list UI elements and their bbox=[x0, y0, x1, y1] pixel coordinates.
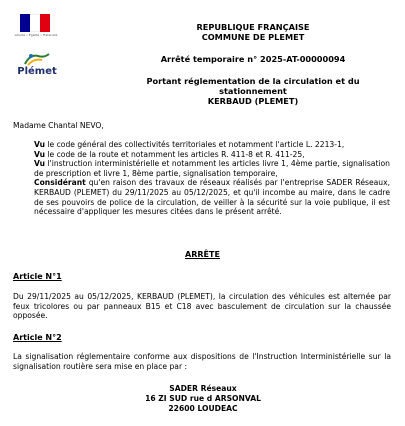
article-2-title: Article N°2 bbox=[13, 333, 62, 342]
republique-francaise-logo bbox=[14, 14, 58, 46]
visa-item bbox=[34, 140, 390, 150]
contractor-city: 22600 LOUDEAC bbox=[168, 404, 238, 413]
visa-keyword: Considérant bbox=[34, 178, 86, 188]
visa-keyword: Vu bbox=[34, 149, 46, 159]
visa-text: le code de la route et notamment les articles R. 411-8 et R. 411-25, bbox=[45, 149, 305, 159]
visas-block bbox=[34, 140, 390, 217]
commune-heading: COMMUNE DE PLEMET bbox=[201, 32, 305, 42]
subject-line-2: stationnement bbox=[219, 86, 287, 96]
visa-keyword: Vu bbox=[34, 159, 46, 169]
logo-rf-caption: Liberté • Égalité • Fraternité bbox=[14, 33, 58, 37]
article-1-title: Article N°1 bbox=[13, 272, 62, 281]
visa-text: le code général des collectivités territoriales et notamment l'article L. 2213-1, bbox=[45, 140, 345, 149]
flag-icon bbox=[20, 14, 50, 32]
arrete-title: ARRÊTE bbox=[185, 250, 220, 259]
contractor-name: SADER Réseaux bbox=[169, 384, 237, 393]
visa-text: l'instruction interministérielle et notamment les articles livre 1, 4ème partie, signalisation de prescription et livre 1, 8ème partie, signalisation temporaire, bbox=[34, 159, 390, 178]
arrete-number: Arrêté temporaire n° 2025-AT-00000094 bbox=[160, 54, 346, 64]
visa-text: qu'en raison des travaux de réseaux réalisés par l'entreprise SADER Réseaux, KERBAUD (PLEMET) du 29/11/2025 au 05/12/2025, et qu'il incombe au maire, dans le cadre de ses pouvoirs de police de la circulation, de veiller à la sécurité sur la voie publique, il est nécessaire d'appliquer les mesures citées dans le présent arrêté. bbox=[34, 178, 390, 217]
visa-item bbox=[34, 150, 390, 160]
subject-line-3: KERBAUD (PLEMET) bbox=[207, 96, 299, 106]
visa-item bbox=[34, 178, 390, 216]
addressee: Madame Chantal NEVO, bbox=[13, 121, 104, 130]
subject-line-1: Portant réglementation de la circulation et du bbox=[146, 76, 360, 86]
commune-logo bbox=[14, 52, 60, 80]
article-2-text: La signalisation réglementaire conforme aux dispositions de l'Instruction Interministérielle sur la signalisation routière sera mise en place par : bbox=[13, 352, 391, 371]
article-1-text: Du 29/11/2025 au 05/12/2025, KERBAUD (PLEMET), la circulation des véhicules est alternée par feux tricolores ou par panneaux B15 et C18 avec basculement de circulation sur la chaussée opposée. bbox=[13, 292, 391, 321]
commune-logo-text: Plémet bbox=[17, 66, 57, 77]
commune-logo-icon bbox=[22, 52, 52, 66]
visa-item bbox=[34, 159, 390, 178]
contractor-address: 16 ZI SUD rue d ARSONVAL bbox=[145, 394, 261, 403]
republic-heading: REPUBLIQUE FRANÇAISE bbox=[196, 22, 310, 32]
visa-keyword: Vu bbox=[34, 140, 46, 149]
